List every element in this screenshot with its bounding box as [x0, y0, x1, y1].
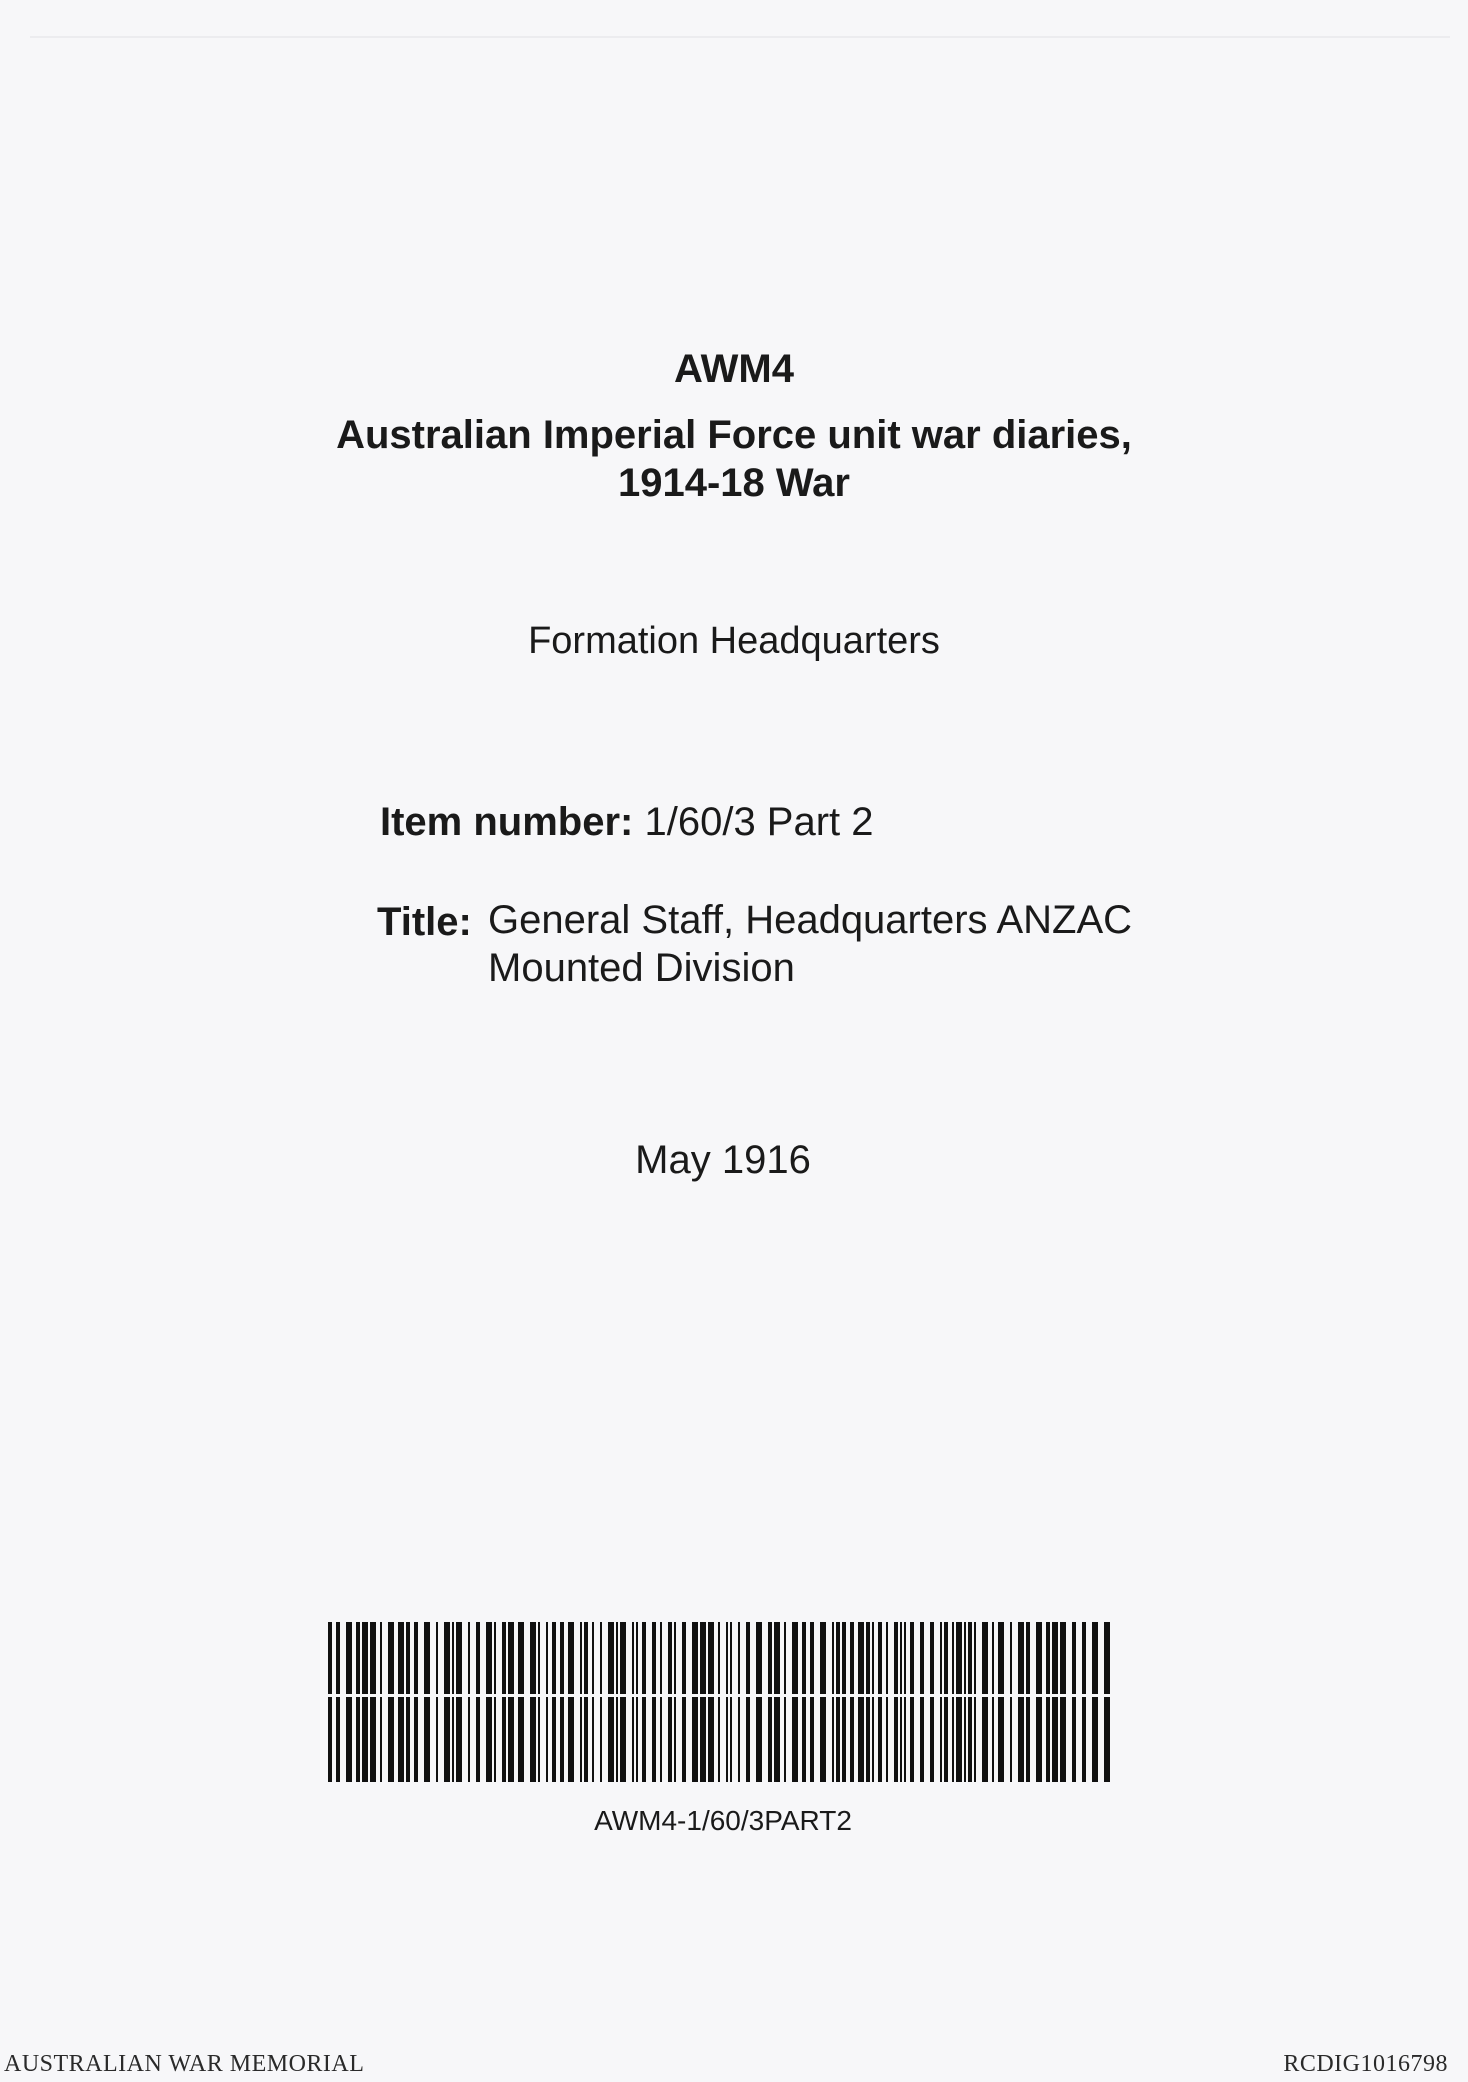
footer-institution: AUSTRALIAN WAR MEMORIAL: [4, 2051, 365, 2077]
item-number-value: 1/60/3 Part 2: [644, 800, 874, 844]
series-title-line1: Australian Imperial Force unit war diaries,: [336, 413, 1132, 457]
barcode: [328, 1622, 1112, 1782]
item-number-row: [380, 798, 874, 846]
page-edge: [30, 36, 1450, 38]
title-value-line1: General Staff, Headquarters ANZAC: [488, 898, 1133, 942]
title-value: [488, 896, 1248, 992]
series-title: [0, 411, 1468, 507]
title-label: Title:: [377, 900, 472, 944]
barcode-text: AWM4-1/60/3PART2: [594, 1805, 852, 1836]
footer-record-id: RCDIG1016798: [1283, 2051, 1448, 2077]
formation-category: Formation Headquarters: [528, 620, 940, 662]
title-value-line2: Mounted Division: [488, 946, 795, 990]
item-number-label: Item number:: [380, 800, 634, 844]
series-title-line2: 1914-18 War: [618, 461, 850, 505]
series-code: AWM4: [674, 347, 794, 391]
date: May 1916: [635, 1138, 811, 1182]
